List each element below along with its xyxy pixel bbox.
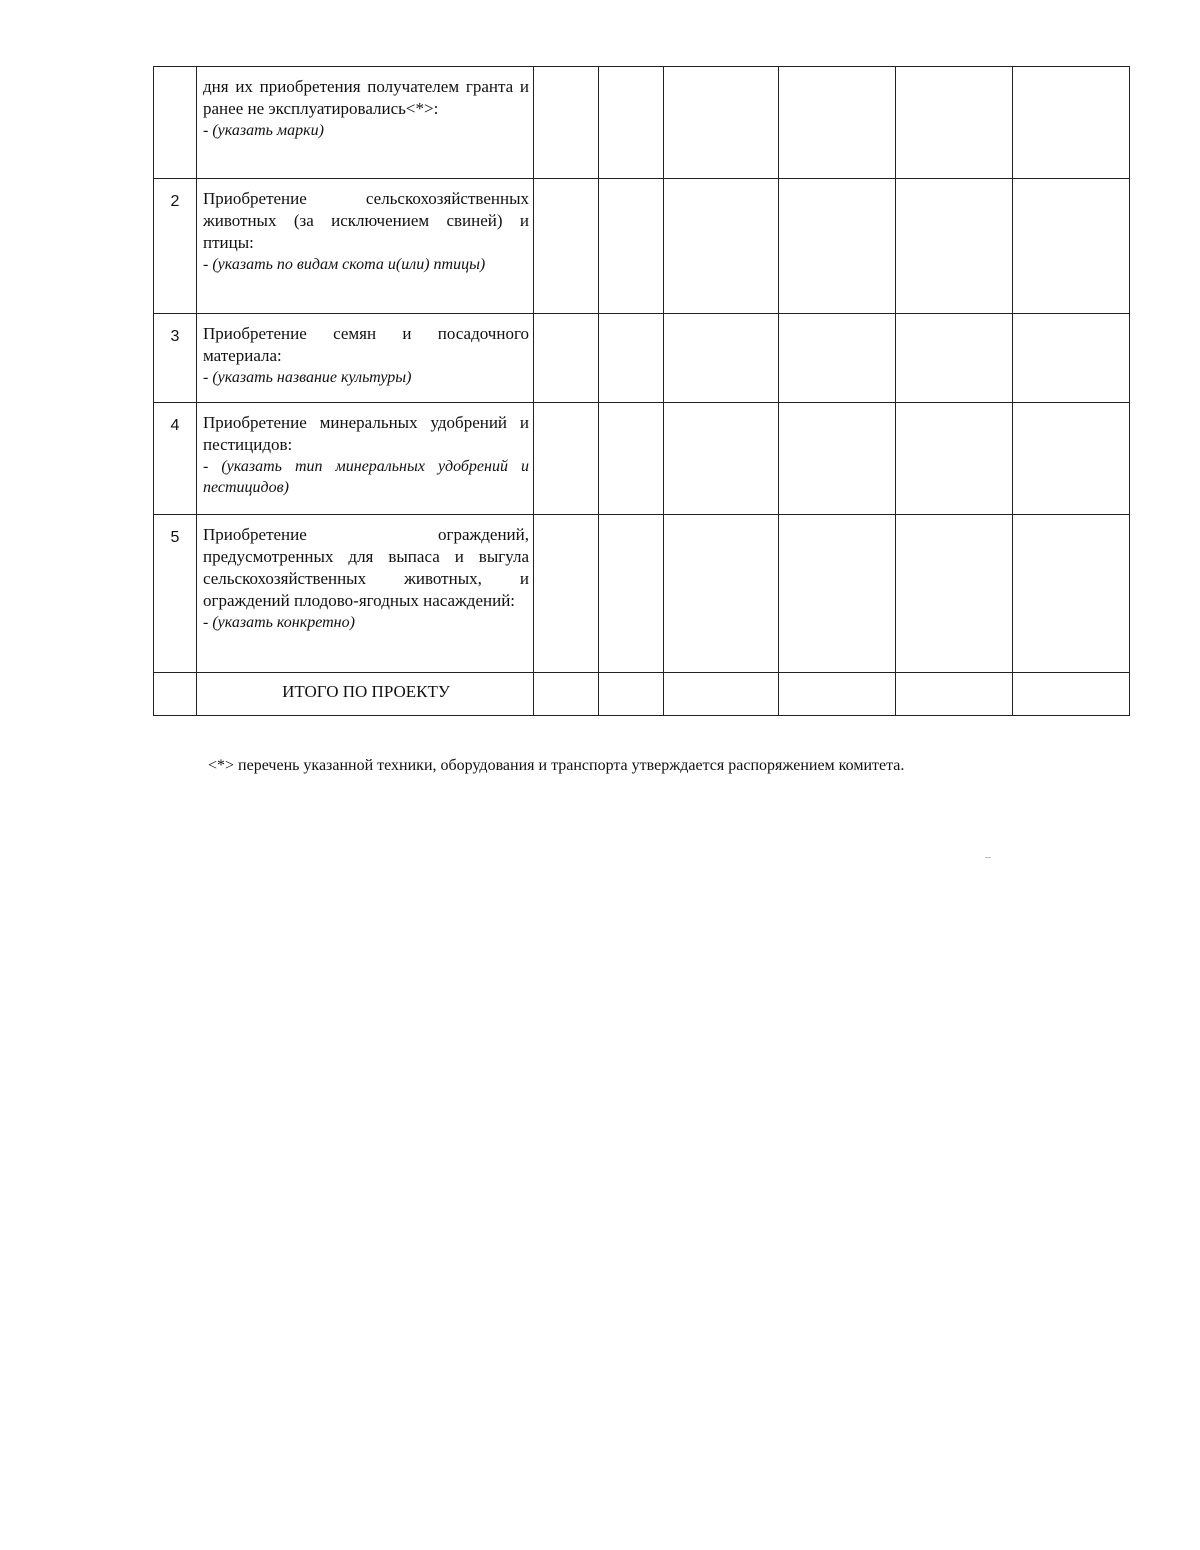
value-cell [1013, 67, 1130, 179]
value-cell [664, 403, 779, 515]
value-cell [534, 67, 599, 179]
row-note-text: - (указать название культуры) [203, 369, 412, 386]
value-cell [779, 403, 896, 515]
value-cell [1013, 673, 1130, 716]
row-main-text: Приобретение семян и посадочного материала: [203, 324, 529, 365]
value-cell [599, 673, 664, 716]
row-number: 3 [154, 314, 197, 403]
row-note-text: - (указать марки) [203, 122, 324, 139]
value-cell [534, 403, 599, 515]
row-number: 5 [154, 515, 197, 673]
value-cell [599, 179, 664, 314]
row-main-text: дня их приобретения получателем гранта и ранее не эксплуатировались<*>: [203, 77, 529, 118]
table-row [154, 403, 1130, 515]
value-cell [664, 179, 779, 314]
value-cell [779, 515, 896, 673]
row-description [197, 515, 534, 673]
value-cell [664, 314, 779, 403]
row-description [197, 179, 534, 314]
row-number [154, 673, 197, 716]
row-main-text: Приобретение минеральных удобрений и пестицидов: [203, 413, 529, 454]
row-note-text: - (указать по видам скота и(или) птицы) [203, 256, 486, 273]
row-note-text: - (указать конкретно) [203, 614, 355, 631]
value-cell [664, 67, 779, 179]
table-row [154, 314, 1130, 403]
value-cell [896, 179, 1013, 314]
row-description [197, 67, 534, 179]
value-cell [779, 67, 896, 179]
value-cell [664, 673, 779, 716]
total-row [154, 673, 1130, 716]
row-number [154, 67, 197, 179]
value-cell [664, 515, 779, 673]
row-description [197, 314, 534, 403]
value-cell [534, 179, 599, 314]
value-cell [599, 515, 664, 673]
value-cell [896, 403, 1013, 515]
value-cell [1013, 179, 1130, 314]
value-cell [779, 673, 896, 716]
table-row [154, 67, 1130, 179]
value-cell [779, 314, 896, 403]
total-label: ИТОГО ПО ПРОЕКТУ [197, 673, 534, 716]
row-number: 2 [154, 179, 197, 314]
value-cell [1013, 314, 1130, 403]
row-main-text: Приобретение сельскохозяйственных животных (за исключением свиней) и птицы: [203, 189, 529, 252]
value-cell [896, 67, 1013, 179]
value-cell [1013, 515, 1130, 673]
value-cell [896, 515, 1013, 673]
table-row [154, 179, 1130, 314]
value-cell [599, 403, 664, 515]
value-cell [896, 673, 1013, 716]
row-description [197, 403, 534, 515]
table-row [154, 515, 1130, 673]
value-cell [599, 67, 664, 179]
budget-table [153, 66, 1130, 716]
footnote: <*> перечень указанной техники, оборудования и транспорта утверждается распоряжением комитета. [208, 757, 905, 774]
scan-speck [985, 857, 991, 858]
value-cell [896, 314, 1013, 403]
value-cell [534, 314, 599, 403]
value-cell [534, 515, 599, 673]
value-cell [534, 673, 599, 716]
row-number: 4 [154, 403, 197, 515]
value-cell [779, 179, 896, 314]
value-cell [1013, 403, 1130, 515]
row-note-text: - (указать тип минеральных удобрений и пестицидов) [203, 458, 529, 496]
row-main-text: Приобретение ограждений, предусмотренных для выпаса и выгула сельскохозяйственных животных, и ограждений плодово-ягодных насаждений: [203, 525, 529, 610]
value-cell [599, 314, 664, 403]
